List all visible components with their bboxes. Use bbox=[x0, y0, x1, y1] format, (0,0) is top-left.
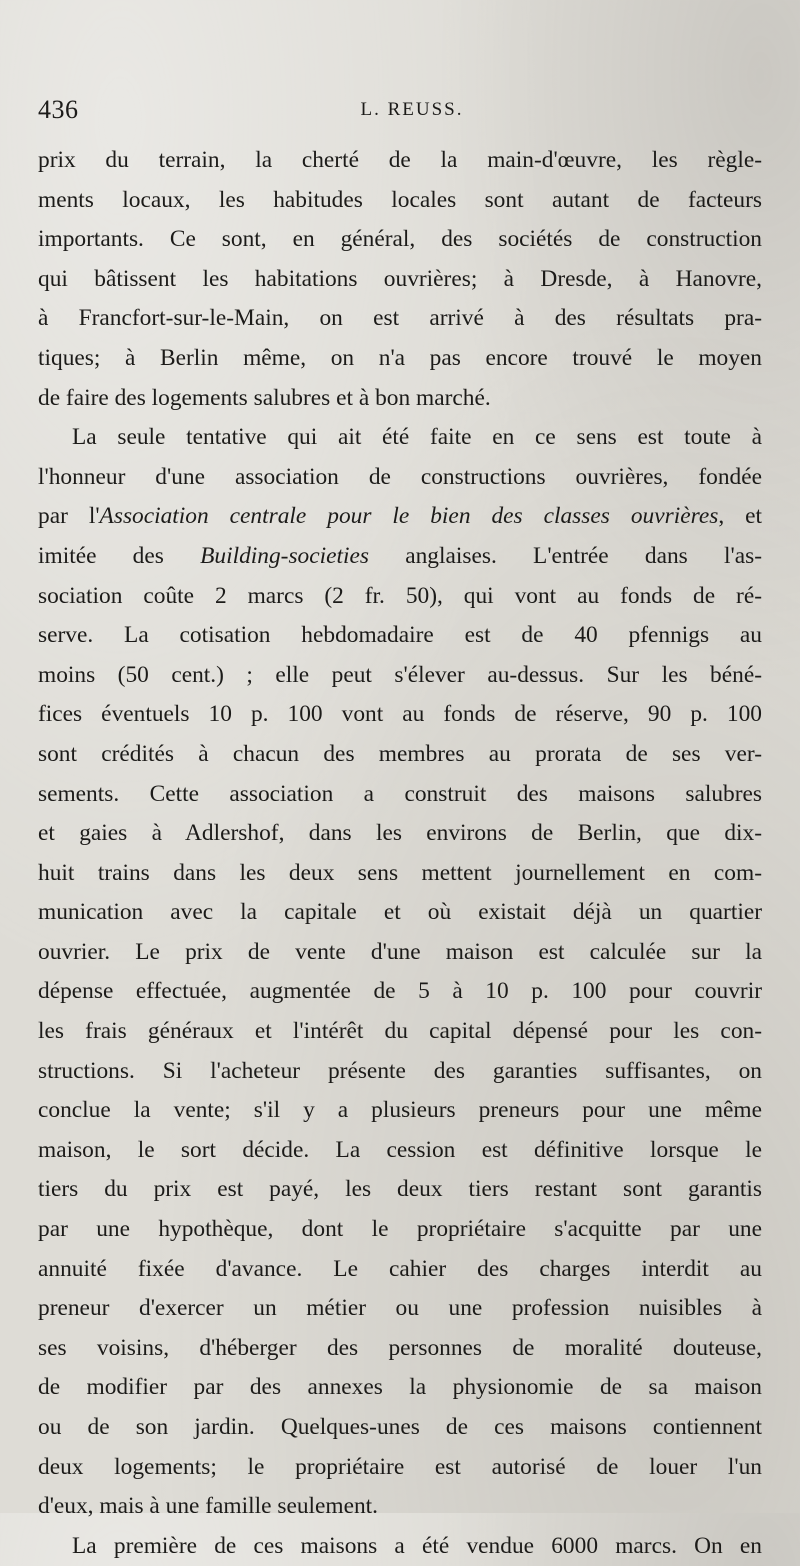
text-line: l'honneur d'une association de constructions ouvrières, fondée bbox=[38, 463, 762, 490]
association-name-italic: Association centrale pour le bien des classes ouvrières bbox=[99, 503, 719, 530]
text-line: structions. Si l'acheteur présente des garanties suffisantes, on bbox=[38, 1057, 762, 1084]
text-line: de faire des logements salubres et à bon marché. bbox=[38, 384, 491, 411]
body-text bbox=[38, 141, 762, 1566]
text-line: dépense effectuée, augmentée de 5 à 10 p. 100 pour couvrir bbox=[38, 978, 762, 1005]
text-line: preneur d'exercer un métier ou une profession nuisibles à bbox=[38, 1295, 762, 1322]
text-line: tiers du prix est payé, les deux tiers restant sont garantis bbox=[38, 1176, 762, 1203]
text-line: La seule tentative qui ait été faite en ce sens est toute à bbox=[72, 424, 762, 451]
text-line: annuité fixée d'avance. Le cahier des charges interdit au bbox=[38, 1255, 762, 1282]
text-line: à Francfort-sur-le-Main, on est arrivé à des résultats pra- bbox=[38, 305, 762, 332]
text-line: deux logements; le propriétaire est autorisé de louer l'un bbox=[38, 1453, 762, 1480]
text-line: ments locaux, les habitudes locales sont autant de facteurs bbox=[38, 186, 762, 213]
text-line: importants. Ce sont, en général, des sociétés de construction bbox=[38, 226, 762, 253]
text-line: les frais généraux et l'intérêt du capital dépensé pour les con- bbox=[38, 1018, 762, 1045]
text-line: d'eux, mais à une famille seulement. bbox=[38, 1493, 379, 1520]
running-title: L. REUSS. bbox=[360, 99, 464, 120]
page-number: 436 bbox=[38, 95, 79, 124]
text-line: de modifier par des annexes la physionomie de sa maison bbox=[38, 1374, 762, 1401]
paragraph-1 bbox=[38, 141, 762, 418]
running-header bbox=[38, 95, 762, 127]
text-line: huit trains dans les deux sens mettent journellement en com- bbox=[38, 859, 762, 886]
text-line: conclue la vente; s'il y a plusieurs preneurs pour une même bbox=[38, 1097, 762, 1124]
text-line: moins (50 cent.) ; elle peut s'élever au-dessus. Sur les béné- bbox=[38, 661, 762, 688]
text-span: , et bbox=[718, 503, 762, 530]
text-line: sociation coûte 2 marcs (2 fr. 50), qui vont au fonds de ré- bbox=[38, 582, 762, 609]
text-line: sont crédités à chacun des membres au prorata de ses ver- bbox=[38, 740, 762, 767]
text-line bbox=[38, 537, 762, 577]
text-line: et gaies à Adlershof, dans les environs de Berlin, que dix- bbox=[38, 820, 762, 847]
text-span: imitée des bbox=[38, 542, 201, 569]
text-line: serve. La cotisation hebdomadaire est de 40 pfennigs au bbox=[38, 622, 762, 649]
text-line: sements. Cette association a construit des maisons salubres bbox=[38, 780, 762, 807]
paragraph-3 bbox=[38, 1527, 762, 1566]
text-line: ouvrier. Le prix de vente d'une maison est calculée sur la bbox=[38, 938, 762, 965]
text-line: maison, le sort décide. La cession est définitive lorsque le bbox=[38, 1136, 762, 1163]
text-line: par une hypothèque, dont le propriétaire s'acquitte par une bbox=[38, 1216, 762, 1243]
text-line: munication avec la capitale et où existait déjà un quartier bbox=[38, 899, 762, 926]
text-span: anglaises. L'entrée dans l'as- bbox=[369, 542, 762, 569]
text-line: tiques; à Berlin même, on n'a pas encore trouvé le moyen bbox=[38, 344, 762, 371]
text-line: fices éventuels 10 p. 100 vont au fonds de réserve, 90 p. 100 bbox=[38, 701, 762, 728]
text-span: par l' bbox=[38, 503, 100, 530]
text-line: prix du terrain, la cherté de la main-d'œuvre, les règle- bbox=[38, 147, 762, 173]
building-societies-italic: Building-societies bbox=[200, 542, 369, 569]
text-line: La première de ces maisons a été vendue 6000 marcs. On en bbox=[72, 1532, 762, 1559]
paragraph-2 bbox=[38, 418, 762, 1527]
text-line: ou de son jardin. Quelques-unes de ces maisons contiennent bbox=[38, 1414, 762, 1440]
text-line: ses voisins, d'héberger des personnes de moralité douteuse, bbox=[38, 1334, 762, 1361]
text-line bbox=[38, 497, 762, 537]
text-line: qui bâtissent les habitations ouvrières; à Dresde, à Hanovre, bbox=[38, 265, 762, 292]
